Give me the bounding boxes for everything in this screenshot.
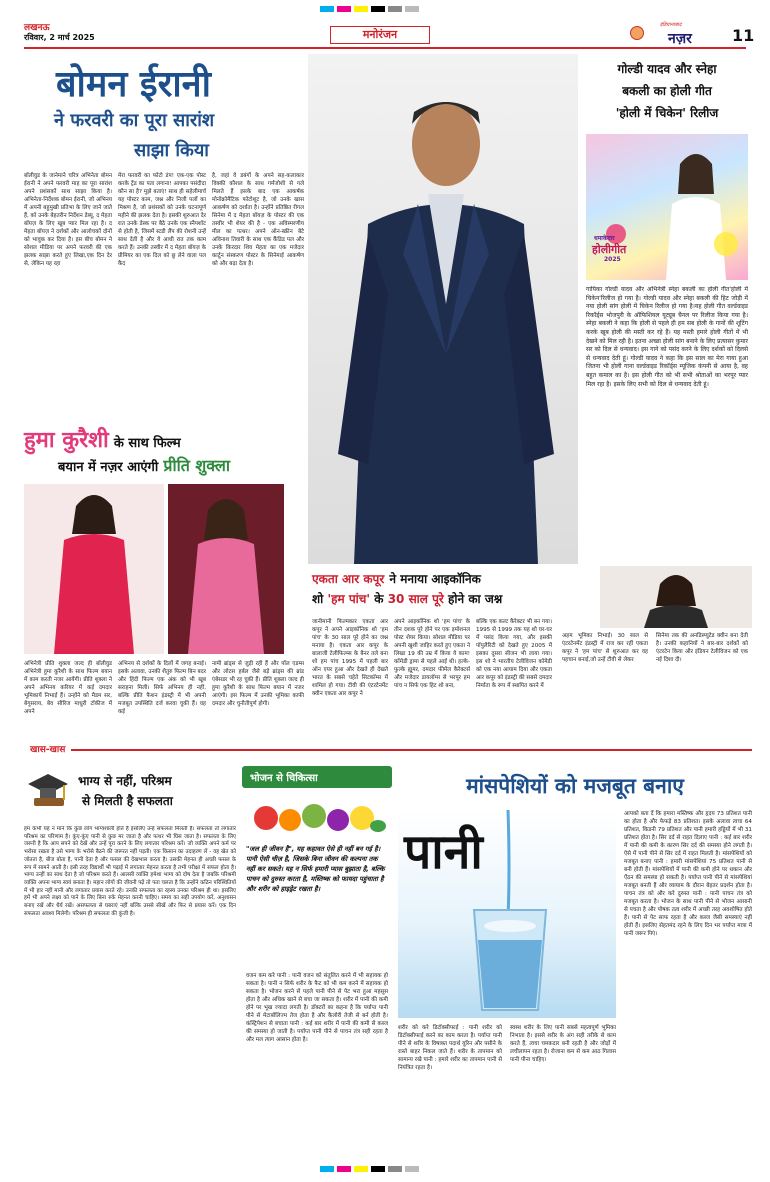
paani-caption-1: शरीर को करे डिटॉक्सीफाई : पानी शरीर को डिटॉक्सीफाई करने का काम करता है। पर्याप्त पानी पीने से शरीर के विषाक्त पदार्थ यूरिन और पसीने के रास्ते बाहर निकल जाते हैं। शरीर के तापमान को सामान्य रखे पानी : हमारे शरीर का तापमान पानी से नियंत्रित रहता है। (398, 1025, 502, 1071)
ekta-title-b: के (374, 592, 384, 606)
ekta-col-2: अपने आइकॉनिक शो 'हम पांच' के तीन दशक पूरे होने पर एक इमोशनल पोस्ट शेयर किया। सोशल मीडिया पर अपनी खुशी जाहिर करते हुए एकता ने लिखा 19 की उम्र में किया ये काम! कॉमेडी ड्रामा से पहले आई थी। हल्के-फुल्के ह्यूमर, दमदार फीमेल कैरेक्टर्स और मजेदार डायलॉग्स से भरपूर हम पांच न सिर्फ एक हिट शो बना, (394, 619, 470, 689)
bhojan-body: वजन कम करे पानी : पानी वजन को संतुलित करने में भी सहायक हो सकता है। पानी न सिर्फ शरीर के फैट को भी कम करने में सहायक हो सकता है। भोजन करने से पहले पानी पीने से पेट भरा हुआ महसूस होता है और अधिक खाने से बचा जा सकता है। शरीर में पानी की कमी होने पर भूख ज्यादा लगती है। डॉक्टरों का कहना है कि पर्याप्त पानी पीने से मेटाबॉलिज्म तेज होता है और कैलोरी तेजी से बर्न होती है। कंस्ट्रिपेशन से बचाता पानी : कई बार शरीर में पानी की कमी से कब्ज की समस्या हो जाती है। पर्याप्त पानी पीने से पाचन तंत्र सही रहता है और मल त्याग आसान होता है। (246, 973, 388, 1043)
huma-title-rest: के साथ फिल्म (113, 436, 181, 451)
paani-right-col: आपको बता दें कि हमारा मस्तिष्क और हृदय 73 प्रतिशत पानी का होता है और फेफड़े 83 प्रतिशत। इसके अलावा त्वचा 64 प्रतिशत, किडनी 79 प्रतिशत और पानी हमारी हड्डियों में भी 31 प्रतिशत होता है। सिर दर्द से राहत दिलाए पानी : कई बार शरीर में पानी की कमी के कारण सिर दर्द की समस्या होने लगती है। ऐसे में पानी पीने से सिर दर्द में राहत मिलती है। मांसपेशियों को मजबूत बनाए पानी : हमारी मांसपेशियां 75 प्रतिशत पानी से बनी होती हैं। मांसपेशियों में पानी की कमी होने पर थकान और ऐंठन की समस्या हो सकती है। पर्याप्त पानी पीने से मांसपेशियां मजबूत बनती हैं और व्यायाम के दौरान बेहतर प्रदर्शन होता है। पाचन तंत्र को और करे दुरुस्त पानी : पानी पाचन तंत्र को मजबूत करता है। भोजन के साथ पानी पीने से भोजन आसानी से पचता है और पोषक तत्व शरीर में अच्छी तरह अवशोषित होते हैं। पानी से पेट साफ रहता है और कब्ज जैसी समस्याएं नहीं होती हैं। इसलिए सेहतमंद रहने के लिए दिन भर पर्याप्त मात्रा में पानी जरूर पिएं। (624, 811, 752, 937)
boman-col-3: है, जहां वे डबंगों के अपने सह-कलाकार विक्की कौशल के साथ गर्मजोशी से गले मिलते हैं इसके बाद एक आकर्षक मोनोक्रोमैटिक फोटोशूट है, जो उनके खास आकर्षण को दर्शाता है। उन्होंने प्रतिष्ठित रीगल सिनेमा में द मेहता बॉयज़ के पोस्टर की एक तस्वीर भी शेयर की है - एक अविस्मरणीय मील का पत्थर। अपने ऑन-स्क्रीन बेटे अविनाश तिवारी के साथ एक कैंडिड पल और उनके किरदार शिव मेहता का एक मजेदार कार्टून संस्करण पोस्टर के सिनेमाई आकर्षण को और बढ़ा देता है। (212, 173, 304, 267)
fruits-image (246, 790, 388, 838)
boman-subtitle-1: ने फरवरी का पूरा सारांश (54, 110, 215, 131)
khas-label: खास-खास (24, 742, 71, 755)
huma-col-1: अभिनेत्री प्रीति शुक्ला जल्द ही बॉलीवुड अभिनेत्री हुमा कुरैशी के साथ फिल्म बयान में काम करती नजर आयेंगी। प्रीति शुक्ला ने अपने अभिनय करियर में कई दमदार भूमिकायें निभाई हैं। उन्होंने को मैडम सर, बेगूसराय, बेव सीरिज माधुरी टॉकीज में अपने (24, 661, 112, 715)
khas-divider (24, 742, 752, 758)
huma-story (24, 418, 306, 730)
color-bar-bottom (320, 1166, 450, 1172)
huma-photo (24, 484, 164, 654)
ekta-title-a: शो (312, 592, 324, 606)
ekta-title-name: एकता आर कपूर (312, 572, 385, 586)
ekta-title-show: 'हम पांच' (327, 592, 371, 606)
boman-subtitle-2: साझा किया (134, 140, 209, 161)
water-glass-image (398, 810, 616, 1018)
bhagya-title-2: से मिलती है सफलता (82, 794, 173, 808)
ekta-photo (600, 566, 752, 628)
ekta-story (312, 566, 752, 734)
holi-poster-text-2: होलीगीत (592, 243, 627, 256)
ekta-title-rest: ने मनाया आइकॉनिक (389, 572, 481, 586)
boman-col-2: मेरा फरवरी का फोटो डंप! एक-एक पोस्ट करके ट्रेंड का पता लगाना! आपका पसंदीदा कौन सा है? मुझे बताएं! साथ ही सहेलीमार्च यह पोस्टर काम, जश्न और निजी पलों का मिश्रण है, जो प्रशंसकों को उनके घटनापूर्ण महीने की झलक देता है। इसकी शुरुआत देर रात उनके डेस्क पर बैठे उनके एक स्नैपशॉट से होती है, जिसमें स्टडी लैंप की रोशनी उन्हें साथ देती है और ये आधी रात तक काम करते हैं। उनकी तस्वीर में द मेहता बॉयज़ के प्रीमियर का एक दिल को छू लेने वाला पल कैद (118, 173, 206, 267)
huma-col-3: नामी ब्रांड्स से जुड़ी रही हैं और पॉल एडम्स और लोटस हर्बल जैसे बड़े ब्रांड्स की ब्रांड एंबेसडर भी रह चुकी हैं। प्रीति शुक्ला जल्द ही हुमा कुरैशी के साथ फिल्म बयान में नजर आएंगी। इस फिल्म में उनकी भूमिका काफी दमदार और चुनौतीपूर्ण होगी। (212, 661, 304, 707)
paper-tagline: इंडियानाबाद (660, 22, 682, 28)
boman-story (24, 54, 306, 414)
paper-emblem-icon (630, 26, 644, 40)
paani-big-word: पानी (404, 824, 483, 880)
masthead-date: रविवार, 2 मार्च 2025 (24, 33, 95, 42)
holi-poster (586, 134, 748, 280)
ekta-title-c: होने का जश्न (448, 592, 503, 606)
masthead (0, 0, 770, 50)
bhagya-story (24, 764, 236, 1144)
boman-photo (308, 54, 578, 564)
ekta-title-years: 30 साल पूरे (387, 592, 444, 606)
section-label: मनोरंजन (330, 26, 430, 44)
bhagya-title-1: भाग्य से नहीं, परिश्रम (78, 774, 172, 788)
holi-title-1: गोल्डी यादव और स्नेहा (617, 62, 717, 76)
bhojan-banner-text: भोजन से चिकित्सा (250, 773, 318, 784)
ekta-col-1: जानीमानी फिल्मकार एकता आर कपूर ने अपने आइकॉनिक शो 'हम पांच' के 30 साल पूरे होने का जश्न मनाया है। एकता आर कपूर के बालाजी टेलीफिल्म्स के बैनर तले बना शो हम पांच 1995 में पहली बार ऑन एयर हुआ और देखते ही देखते भारत के सबसे चहेते सिटकॉम्स में शामिल हो गया। टीवी की एंटरटेनमेंट क्वीन एकता आर कपूर ने (312, 619, 388, 697)
paper-name: नज़र (668, 31, 692, 47)
paani-caption-2: स्वस्थ शरीर के लिए पानी सबसे महत्वपूर्ण भूमिका निभाता है। इससे शरीर के अंग सही तरीके से काम करते हैं, त्वचा चमकदार बनी रहती है और जोड़ों में लचीलापन रहता है। रोजाना कम से कम आठ गिलास पानी पीना चाहिए। (510, 1025, 616, 1063)
huma-title-name: हुमा कुरैशी (24, 428, 109, 453)
huma-line2-name: प्रीति शुक्ला (163, 456, 231, 475)
bhojan-quote: "जल ही जीवन है", यह कहावत ऐसे ही नहीं बन गई है। पानी ऐसी चीज़ है, जिसके बिना जीवन की कल्पना तक नहीं कर सकते। यह न सिर्फ हमारी प्यास बुझाता है, बल्कि पाचन को दुरुस्त करता है, मस्तिष्क को फायदा पहुंचाता है और शरीर को हाइड्रेट रखता है। (246, 845, 385, 893)
paani-headline: मांसपेशियों को मजबूत बनाए (466, 774, 684, 798)
boman-title: बोमन ईरानी (56, 64, 211, 105)
masthead-city: लखनऊ (24, 23, 50, 33)
holi-poster-text-3: 2025 (604, 256, 621, 263)
holi-poster-text-1: धमाकेदार (594, 235, 615, 242)
holi-story (582, 54, 752, 564)
bhojan-story (242, 764, 392, 1144)
huma-line2-rest: बयान में नज़र आएंगी (58, 460, 159, 475)
holi-title-3: 'होली में चिकेन' रिलीज (615, 106, 719, 120)
bhojan-banner (242, 766, 392, 788)
paani-story (398, 764, 752, 1144)
ekta-col-4: अहम भूमिका निभाई। 30 साल से एंटरटेनमेंट इंडस्ट्री में राज कर रहीं एकता कपूर ने 'हम पांच' से शुरुआत कर वह पहचान बनाई,जो उन्हें टीवी से लेकर (562, 633, 648, 663)
ekta-col-3: बल्कि एक कल्ट कैरेक्टर भी बन गया। 1995 से 1999 तक यह शो घर-घर में पसंद किया गया, और इसकी पॉपुलैरिटी को देखते हुए 2005 में इसका दूसरा सीजन भी लाया गया। इस शो ने भारतीय टेलीविजन कॉमेडी को एक नया आयाम दिया और एकता आर कपूर को इंडस्ट्री की सबसे दमदार निर्माता के रूप में स्थापित करने में (476, 619, 552, 689)
boman-col-1: बॉलीवुड के जानेमाने चरित्र अभिनेता बोमन ईरानी ने अपने फरवरी माह का पूरा सारांश अपने प्रशंसकों साथ साझा किया है। अभिनेता-निर्देशक बोमन ईरानी, जो अभिनय में अपनी बहुमुखी प्रतिभा के लिए जाने जाते हैं, को उनके बेहतरीन निर्देशन डेब्यू, द मेहता बॉयज़ के लिए खूब प्यार मिल रहा है। द मेहता बॉयज़ ने दर्शकों और आलोचकों दोनों को भावुक कर दिया है। इस बीच बोमन ने सोशल मीडिया पर अपने फरवरी की एक झलक साझा करते हुए लिखा,एक दिन देर से, लेकिन यह रहा (24, 173, 112, 267)
huma-col-2: अभिनय से दर्शकों के दिलों में जगह बनाई। इसके अलावा, उनकी शैतुरु फिल्म बिन बदर और हिंदी फिल्म एक अंक को भी खूब सराहना मिली। सिर्फ अभिनय ही नहीं, बल्कि प्रीति फैशन इंडस्ट्री में भी अपनी मजबूत उपस्थिति दर्ज करवा चुकी हैं। वह कई (118, 661, 206, 715)
color-bar-top (320, 6, 450, 12)
holi-title-2: बकली का होली गीत (622, 84, 712, 98)
bhagya-body: हम कभी यह न मानें कि कुछ लोग भाग्यशाली होते हैं इसलिए उन्हें सफलता मिलती है। सफलता तो लगातार परिश्रम का परिणाम है। कुंए-कुंए पानी से कुछ मर जाता है और पत्थर भी घिस जाता है। सफलता के लिए जरूरी है कि आप सपने को देखें और उन्हें पूरा करने के लिए लगातार परिश्रम करें। जो व्यक्ति अपने कर्म पर भरोसा रखता है उसे भाग्य के भरोसे बैठने की जरूरत नहीं पड़ती। एक किसान का उदाहरण लें - वह खेत को जोतता है, बीज बोता है, पानी देता है और फसल की देखभाल करता है। उसकी मेहनत ही अच्छी फसल के रूप में सामने आती है। इसी तरह विद्यार्थी भी पढ़ाई में लगातार मेहनत करता है तभी परीक्षा में सफल होता है। भाग्य उन्हीं का साथ देता है जो परिश्रम करते हैं। आलसी व्यक्ति हमेशा भाग्य को दोष देता है जबकि परिश्रमी व्यक्ति अपना भाग्य स्वयं बनाता है। महान लोगों की जीवनी पढ़ें तो पता चलता है कि उन्होंने कठिन परिस्थितियों में भी हार नहीं मानी और लगातार प्रयास करते रहे। उनकी सफलता का रहस्य उनका परिश्रम ही था। इसलिए हमें भी अपने लक्ष्य को पाने के लिए बिना रुके मेहनत करनी चाहिए। समय का सही उपयोग करें, अनुशासन बनाए रखें और धैर्य रखें। असफलता से घबराएं नहीं बल्कि उससे सीखें और फिर से प्रयास करें। एक दिन सफलता अवश्य मिलेगी। परिश्रम ही सफलता की कुंजी है। (24, 826, 236, 917)
holi-body: गायिका गोल्डी यादव और अभिनेत्री स्नेहा बकली का होली गीत'होली में चिकेन'रिलीज हो गया है। गोल्डी यादव और स्नेहा बकली की हिट जोड़ी में नया होली सांग होली में चिकेन रिलीज हो गया है।यह होली गीत वर्ल्डवाइड रिकॉर्ड्स भोजपुरी के ऑफिशियल यूट्यूब चैनल पर रिलीज किया गया है। स्नेहा बकली ने कहा कि होली से पहले ही हम सब होली के गानों की शूटिंग करके खूब होली की मस्ती कर रहे हैं। यह मस्ती हमारे होली गीतों में भी देखने को मिल रही है। इतना अच्छा होली सांग बनाने के लिए प्रत्यासर कुमार सर को दिल से धन्यवाद। इस गाने को पसंद करने के लिए दर्शकों को दिलसे से धन्यवाद देती हूं। गोल्डी यादव ने कहा कि इस साल का मेरा गाया हुआ जितना भी होली गाना वर्ल्डवाइड रिकॉर्ड्स म्यूजिक कंपनी से आया है, वह बहुत कमाल का है। इस होली गीत को भी सभी श्रोताओं का भरपूर प्यार मिल रहा है। इसके लिए सभी को दिल से धन्यवाद देती हूं। (586, 286, 748, 388)
page-number: 11 (732, 26, 755, 45)
graduation-cap-icon (26, 770, 70, 810)
ekta-col-5: सिनेमा तक की अनडिस्प्युटेड क्वीन बना देती है। उनकी कहानियों ने बार-बार दर्शकों को एंटरटेन किया और इंडियन टेलीविजन को एक नई दिशा दी। (656, 633, 748, 663)
preeti-photo (168, 484, 284, 654)
